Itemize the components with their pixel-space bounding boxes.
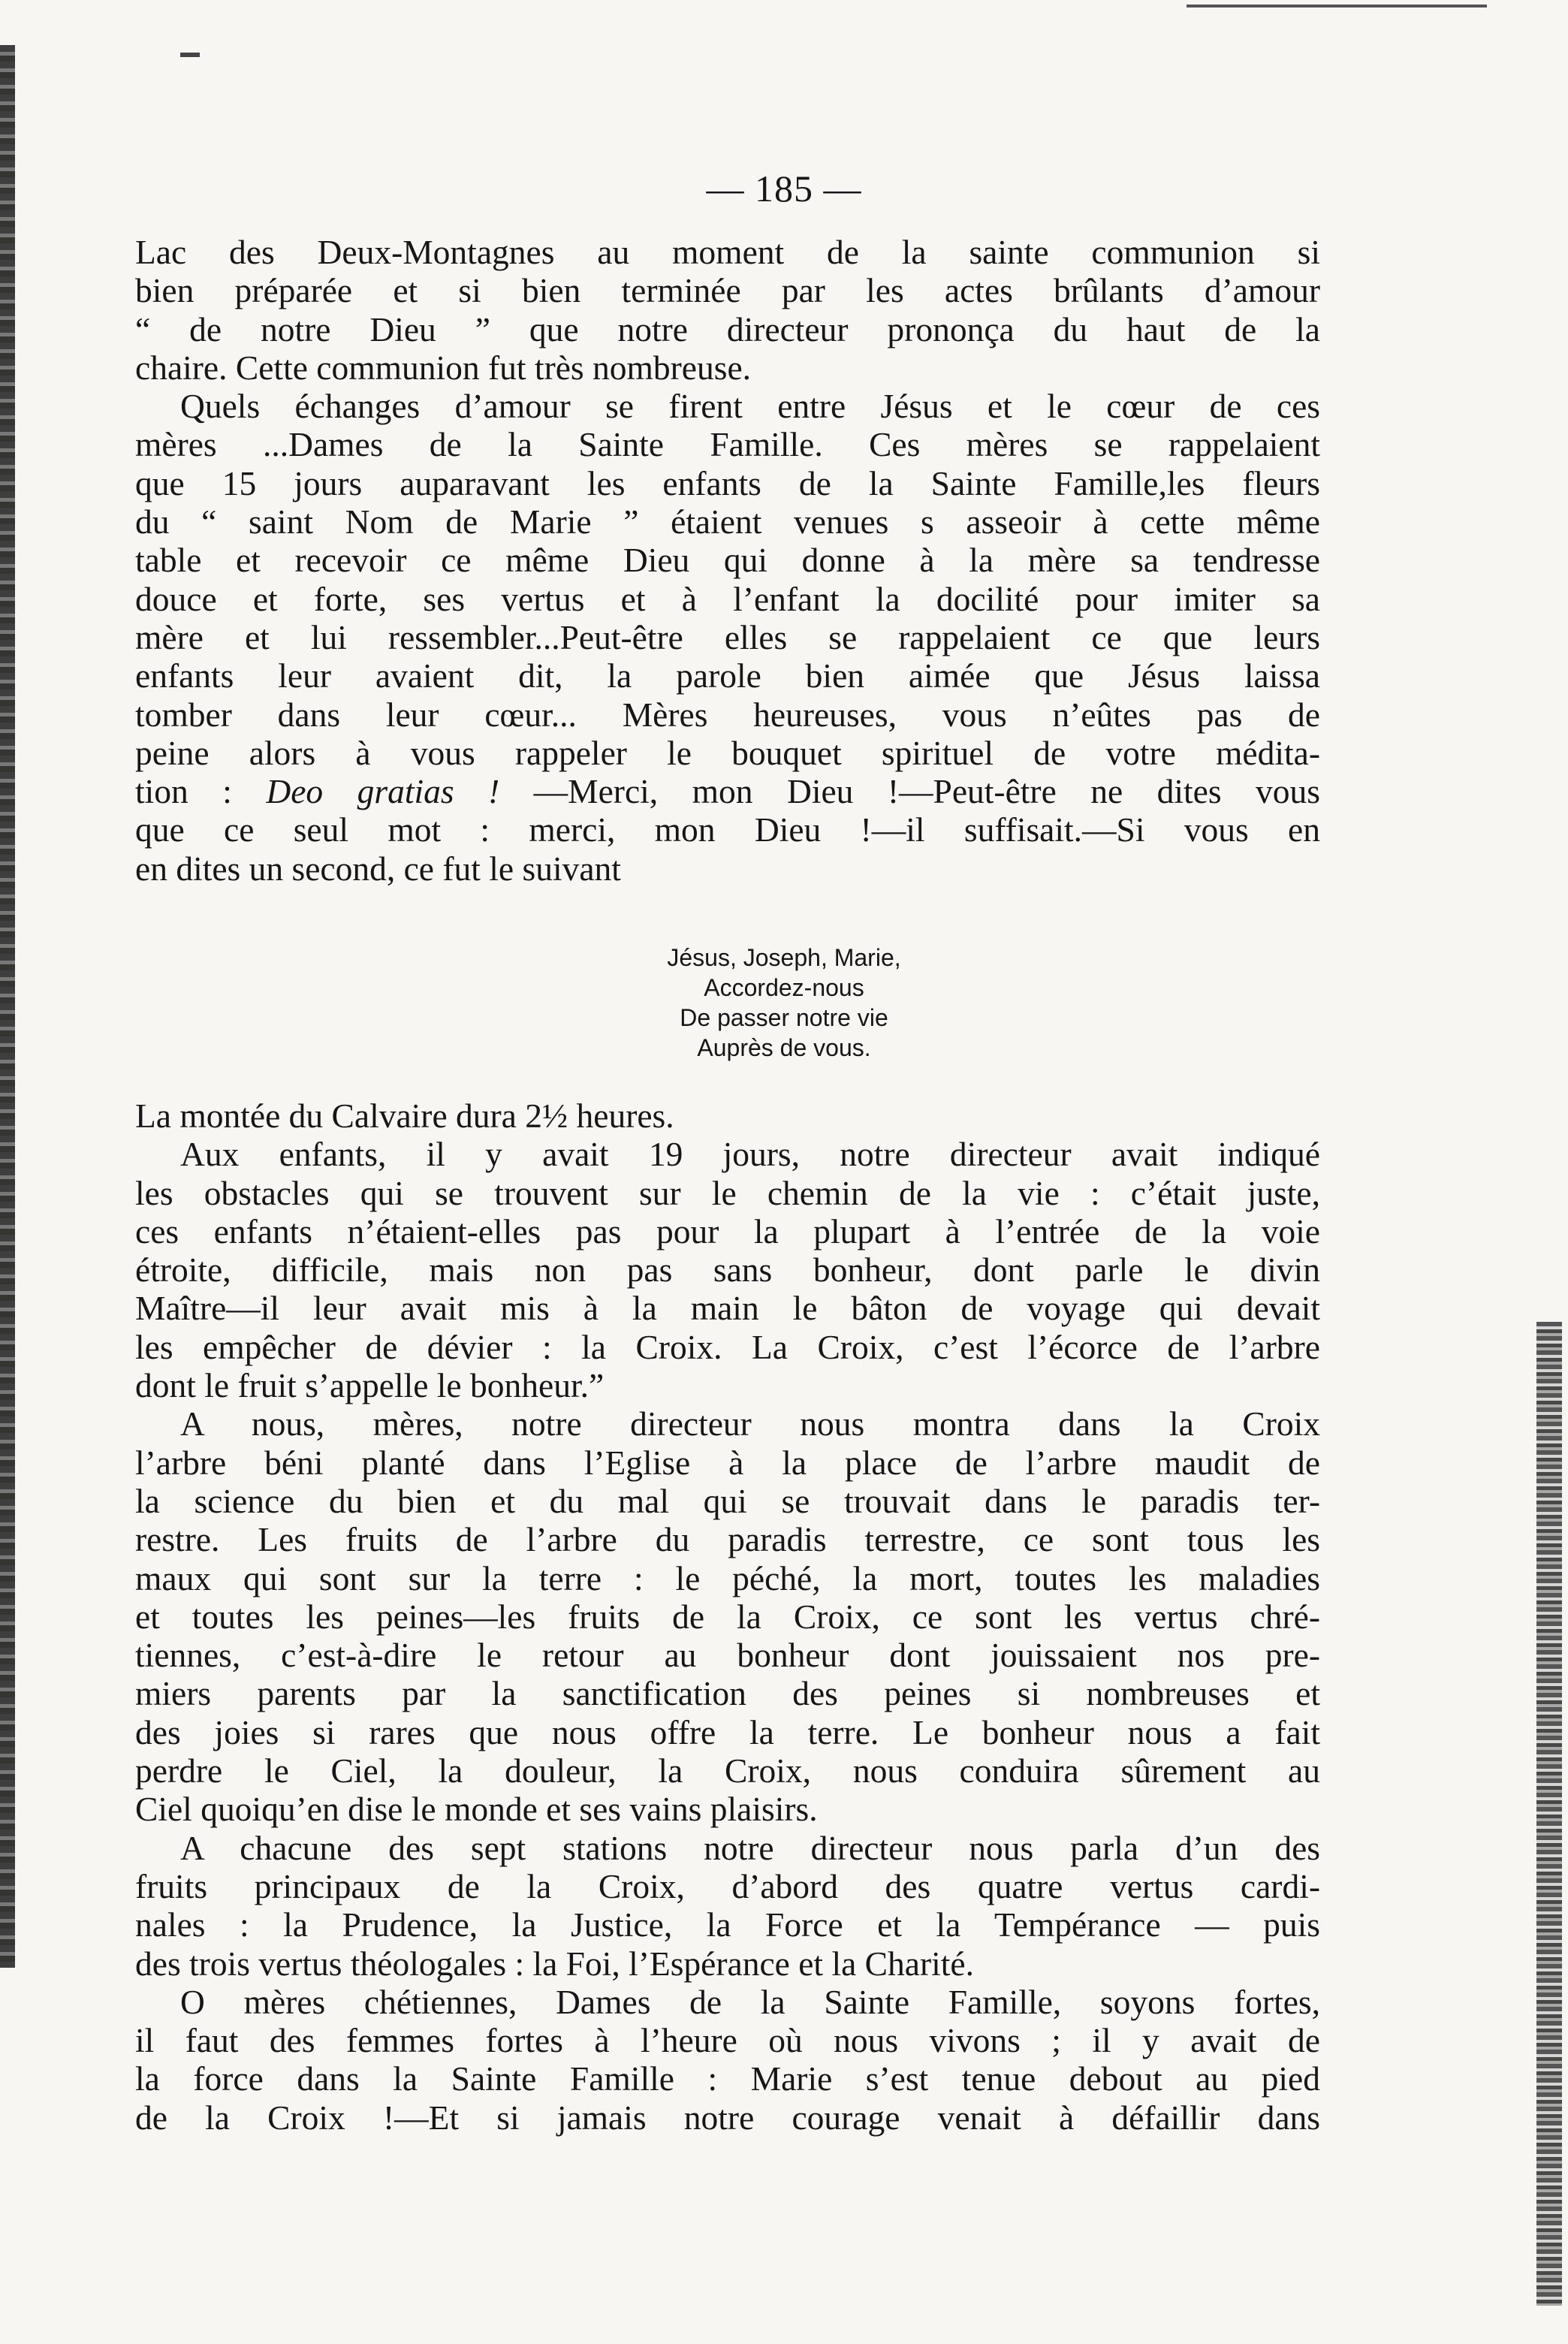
upper-text-block xyxy=(135,233,1320,888)
text-fragment: —Merci, mon Dieu !—Peut-être ne dites vous xyxy=(499,772,1320,811)
text-line: des joies si rares que nous offre la terre. Le bonheur nous a fait xyxy=(135,1712,1320,1751)
text-line: l’arbre béni planté dans l’Eglise à la place de l’arbre maudit de xyxy=(135,1443,1320,1482)
text-line: tiennes, c’est-à-dire le retour au bonheur dont jouissaient nos pre- xyxy=(135,1636,1320,1675)
text-line: Aux enfants, il y avait 19 jours, notre directeur avait indiqué xyxy=(180,1135,1320,1174)
text-line: “ de notre Dieu ” que notre directeur prononça du haut de la xyxy=(135,309,1320,348)
text-line: dont le fruit s’appelle le bonheur.” xyxy=(135,1366,605,1405)
page-number: — 185 — xyxy=(706,167,862,210)
text-line: que 15 jours auparavant les enfants de la Sainte Famille,les fleurs xyxy=(135,463,1320,502)
text-line: que ce seul mot : merci, mon Dieu !—il suffisait.—Si vous en xyxy=(135,810,1320,849)
text-line: miers parents par la sanctification des peines si nombreuses et xyxy=(135,1674,1320,1713)
text-line: et toutes les peines—les fruits de la Croix, ce sont les vertus chré- xyxy=(135,1597,1320,1636)
verse-line: Jésus, Joseph, Marie, xyxy=(667,944,901,971)
italic-phrase: Deo gratias ! xyxy=(266,772,500,811)
text-line: maux qui sont sur la terre : le péché, la mort, toutes les maladies xyxy=(135,1558,1320,1597)
text-line: en dites un second, ce fut le suivant xyxy=(135,849,621,888)
text-line: A chacune des sept stations notre directeur nous parla d’un des xyxy=(180,1828,1320,1867)
text-line: la force dans la Sainte Famille : Marie s’est tenue debout au pied xyxy=(135,2059,1320,2098)
text-line: étroite, difficile, mais non pas sans bonheur, dont parle le divin xyxy=(135,1250,1320,1290)
text-line: Quels échanges d’amour se firent entre Jésus et le cœur de ces xyxy=(180,387,1320,426)
verse-line: De passer notre vie xyxy=(680,1004,888,1031)
text-line: les obstacles qui se trouvent sur le chemin de la vie : c’était juste, xyxy=(135,1173,1320,1212)
text-line: perdre le Ciel, la douleur, la Croix, nous conduira sûrement au xyxy=(135,1751,1320,1790)
text-line: enfants leur avaient dit, la parole bien aimée que Jésus laissa xyxy=(135,656,1320,695)
text-line: ces enfants n’étaient-elles pas pour la plupart à l’entrée de la voie xyxy=(135,1211,1320,1250)
text-line-with-italic xyxy=(135,772,1320,810)
text-line: restre. Les fruits de l’arbre du paradis terrestre, ce sont tous les xyxy=(135,1520,1320,1559)
text-line: bien préparée et si bien terminée par les actes brûlants d’amour xyxy=(135,271,1320,310)
text-line: les empêcher de dévier : la Croix. La Croix, c’est l’écorce de l’arbre xyxy=(135,1327,1320,1366)
text-line: Ciel quoiqu’en dise le monde et ses vains plaisirs. xyxy=(135,1790,818,1829)
scan-dash-mark xyxy=(180,53,200,57)
text-line: O mères chétiennes, Dames de la Sainte Famille, soyons fortes, xyxy=(180,1982,1320,2021)
lower-text-block xyxy=(135,1097,1320,2137)
text-line: peine alors à vous rappeler le bouquet spirituel de votre médita- xyxy=(135,733,1320,772)
scan-top-rule xyxy=(1187,5,1487,8)
text-line: il faut des femmes fortes à l’heure où nous vivons ; il y avait de xyxy=(135,2021,1320,2060)
text-line: tomber dans leur cœur... Mères heureuses, vous n’eûtes pas de xyxy=(135,695,1320,734)
text-line: douce et forte, ses vertus et à l’enfant la docilité pour imiter sa xyxy=(135,579,1320,618)
text-line: de la Croix !—Et si jamais notre courage venait à défaillir dans xyxy=(135,2098,1320,2137)
verse-line: Auprès de vous. xyxy=(697,1034,871,1061)
text-line: la science du bien et du mal qui se trouvait dans le paradis ter- xyxy=(135,1481,1320,1520)
text-line: du “ saint Nom de Marie ” étaient venues s asseoir à cette même xyxy=(135,502,1320,542)
text-line: La montée du Calvaire dura 2½ heures. xyxy=(135,1097,674,1135)
verse-block xyxy=(0,943,1568,1063)
text-line: des trois vertus théologales : la Foi, l’Espérance et la Charité. xyxy=(135,1944,974,1983)
text-line: Lac des Deux-Montagnes au moment de la sainte communion si xyxy=(135,233,1320,271)
text-line: nales : la Prudence, la Justice, la Force et la Tempérance — puis xyxy=(135,1905,1320,1944)
verse-line: Accordez-nous xyxy=(704,974,864,1001)
text-line: A nous, mères, notre directeur nous montra dans la Croix xyxy=(180,1404,1320,1444)
text-line: table et recevoir ce même Dieu qui donne à la mère sa tendresse xyxy=(135,541,1320,580)
scan-right-edge xyxy=(1536,1322,1562,2306)
text-line: mères ...Dames de la Sainte Famille. Ces mères se rappelaient xyxy=(135,425,1320,464)
text-line: Maître—il leur avait mis à la main le bâton de voyage qui devait xyxy=(135,1289,1320,1328)
text-line: mère et lui ressembler...Peut-être elles se rappelaient ce que leurs xyxy=(135,617,1320,656)
text-line: chaire. Cette communion fut très nombreuse. xyxy=(135,348,752,387)
text-fragment: tion : xyxy=(135,772,267,811)
text-line: fruits principaux de la Croix, d’abord des quatre vertus cardi- xyxy=(135,1866,1320,1905)
